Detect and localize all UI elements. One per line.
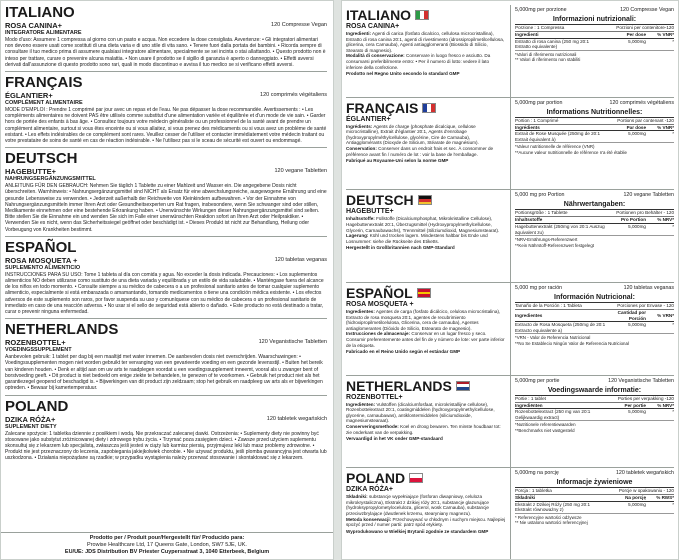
left-section-deutsch xyxy=(5,151,327,237)
ingredients-column xyxy=(346,190,511,282)
gmp-statement: Fabricado en el Reino Unido según el estándar GMP xyxy=(346,349,461,355)
nrv-cell: * xyxy=(646,409,674,421)
ingredient-text: Agentes de carga (fosfato dicálcico, celulosa microcristalina), Extracto de rosa mosqueta 20:1, agentes de recubrimiento (hidroxipropilmetilcelulosa, Glicerina, cera de carnauba), Agentes antiaglomerantes (Dióxido de Silicio, Estearato de magnesio). xyxy=(346,308,501,331)
table-row xyxy=(515,501,674,513)
amount-cell: 5,000mg xyxy=(606,223,646,235)
language-title: FRANÇAIS xyxy=(5,74,83,92)
ingredient-cell: Rozenbottelextract (250 mg van 20:1 Gelijkwaardig extract) xyxy=(515,409,606,421)
table-row xyxy=(515,409,674,421)
left-section-español xyxy=(5,240,327,319)
footnote: ** Nie ustalono wartości referencyjnej xyxy=(515,520,588,526)
ingredient-text: Przechowywać w chłodnym i suchym miejscu. Najlepiej spożyć przed / numer partii: patrz spód etykiety. xyxy=(346,516,506,528)
col-header-ingredient: Składniki xyxy=(515,495,606,501)
col-header-ingredient: Ingredientes xyxy=(515,310,606,322)
product-name: ROSA MOSQUETA + xyxy=(346,300,414,308)
language-title: NETHERLANDS xyxy=(346,377,452,394)
footnote: **Aucune valeur nutritionnelle de référence n'a été établie xyxy=(515,149,627,155)
col-header-nrv: % NRV* xyxy=(646,217,674,223)
nrv-cell: * xyxy=(646,501,674,513)
ingredient-label: Inhaltsstoffe: xyxy=(346,216,375,222)
ingredient-cell: Estratto di rosa canina (250 mg 20:1 Estratto equivalente) xyxy=(515,38,606,50)
supplement-type: VOEDINGSSUPPLEMENT xyxy=(5,347,72,354)
ingredients-column xyxy=(346,5,511,97)
footnote: *Nutritionele referentiewaarden xyxy=(515,422,576,428)
tablet-count: 120 Compresse Vegan xyxy=(620,7,674,13)
product-name: HAGEBUTTE+ xyxy=(346,208,394,216)
left-section-français xyxy=(5,75,327,148)
language-title: DEUTSCH xyxy=(5,150,78,168)
nutrition-table xyxy=(515,217,674,236)
ingredient-text: substancje wypełniające (fosforan diwapniowy, celuloza mikrokrystaliczna), Ekstrakt z dzikiej róży 20:1, substancje glazurujące (hydroksypropylometyloceluloza, glicerol, wosk Carnauba), substancje przeciwzbrylające (dwutlenek krzemu, stearyniany magnezu). xyxy=(346,494,489,517)
supplement-type: SUPLEMENTO ALIMENTICIO xyxy=(5,264,81,271)
nrv-cell: * xyxy=(646,131,674,143)
tablet-count: 120 vegane Tabletten xyxy=(623,192,674,199)
ingredients-column xyxy=(346,98,511,190)
gmp-statement: Vervaardigd in het VK onder GMP-standaard xyxy=(346,436,443,442)
tablet-count: 120 tabletas veganas xyxy=(623,284,674,291)
gmp-statement: Hergestellt in Großbritannien nach GMP-Standard xyxy=(346,245,455,251)
ingredient-text: Conserver dans un endroit frais et sec. À consommer de préférence avant fin / numéro de lot : voir la base de l'emballage. xyxy=(346,146,494,157)
right-label-panel xyxy=(341,0,679,560)
tablet-count: 120 vegane Tabletten xyxy=(274,168,327,175)
left-section-italiano xyxy=(5,5,327,72)
language-title: ESPAÑOL xyxy=(5,238,77,256)
serving-size: Porzione : 1 Compressa xyxy=(515,25,565,30)
table-row xyxy=(515,38,674,50)
usage-warnings-text: Modo d'uso: Assumere 1 compressa al giorno con un pasto e acqua. Non eccedere la dose consigliata. Avvertenze: • Gli integratori alimentari non devono essere usati come sostituti di una dieta varia e di uno stile di vita sano. • Tenere fuori dalla portata dei bambini. • Ricorda sempre di consultare il tuo medico prima di assumere qualsiasi integratore alimentare, specialmente se sei incinta o stai allattando. • Questo prodotto non è inteso per trattare, curare o prevenire alcuna malattia. • Non usare il prodotto se il sigillo di garanzia è aperto o danneggiato. • Effetti avversi derivati dall'assunzione di questo prodotto sono rari, quali in modo discontinuo e avvisa il tuo medico se si verificano effetti avversi. xyxy=(5,37,326,68)
footer-line-3: EU/UE: JDS Distribution BV Priester Cuypersstraat 3, 1040 Etterbeek, Belgium xyxy=(64,549,270,555)
footnote: * Referencyjne wartości odżywcze xyxy=(515,515,582,521)
footnote: *VRN - Valor de Referencia Nutricional xyxy=(515,335,591,341)
country-flag-icon xyxy=(415,10,429,20)
ingredient-text: Kühl und trocken lagern. Mindestens haltbar bis Ende und Losnummer: siehe die Rückseite des Etiketts. xyxy=(346,233,488,244)
col-header-ingredient: Inhaltsstoffe xyxy=(515,217,606,223)
dose-per-serving: 5,000 mg pro Portion xyxy=(515,192,565,199)
ingredient-label: Modalità di conservazione: xyxy=(346,53,405,59)
col-header-amount: Cantidad por Porción xyxy=(606,310,646,322)
usage-warnings-text: Aanbevolen gebruik: 1 tablet per dag bij een maaltijd met water innemen. De aanbevolen dosis niet overschrijden. Waarschuwingen: • Voedingssupplementen mogen niet worden gebruikt ter vervanging van een gevarieerde voeding en een gezonde levensstijl. • Buiten het bereik van kinderen houden. • Denk er altijd aan om uw arts te raadplegen voordat u een voedingssupplement inneemt, vooral als u zwanger bent of borstvoeding geeft. • Dit product is niet bedoeld om enige ziekte te behandelen, te genezen of te voorkomen. • Gebruik het product niet als het garantiezegel geopend of beschadigd is. • Bijwerkingen van dit product zijn zeldzaam; stop het gebruik en raadpleeg uw arts als er bijwerkingen optreden. • Bewaar bij kamertemperatuur. xyxy=(5,354,323,392)
tablet-count: 120 comprimés végétaliens xyxy=(260,92,327,99)
col-header-nrv: % VRN* xyxy=(646,310,674,322)
ingredient-label: Lagerung: xyxy=(346,233,369,239)
tablet-count: 120 Compresse Vegan xyxy=(271,22,327,28)
supplement-type: NAHRUNGSERGÄNZUNGSMITTEL xyxy=(5,176,96,183)
ingredient-label: Instrucciones de almacenaje: xyxy=(346,331,411,337)
nutrition-column xyxy=(511,5,674,97)
nutrition-table xyxy=(515,125,674,144)
amount-cell: 5,000mg xyxy=(606,501,646,513)
country-flag-icon xyxy=(417,288,431,298)
ingredient-text: Agenti di carica (fosfato dicalcico, cellulosa microcristallina), Estratto di rosa canina 20:1, agenti di rivestimento (idrossipropilmetilcellulosa, glicerina, cera Carnauba), Agenti antiagglomeranti (Biossido di Silicio, Stearato di magnesio). xyxy=(346,31,505,53)
amount-cell: 5,000mg xyxy=(606,322,646,334)
tablet-count: 120 tabletek wegańskich xyxy=(615,470,674,477)
ingredient-cell: Hagebuttenextrakt (250mg von 20:1 Auszug äquivalent zu) xyxy=(515,223,605,235)
servings-per-container: Porzioni per contenitore-120 xyxy=(616,25,674,30)
nutrition-table xyxy=(515,32,674,51)
amount-cell: 5,000mg xyxy=(606,409,646,421)
ingredient-text: Vulstoffen (dicalciumfosfaat, microkristallijne cellulose), Rozenbottelextract 20:1, coatingmiddelen (hydroxypropylmethylcellulose, glycerine, carnaubawas), antiklontermiddelen (siliciumdioxide, magnesiumstearaat). xyxy=(346,401,495,424)
product-name: ÉGLANTIER+ xyxy=(346,115,391,123)
amount-cell: 5,000mg xyxy=(606,131,646,143)
serving-size: Tamaño de la Porción : 1 Tableta xyxy=(515,302,582,308)
language-title: FRANÇAIS xyxy=(346,99,419,116)
ingredient-cell: Ekstrakt z Dzikiej Róży (250 mg 20:1 Ekstrakt równoważny z) xyxy=(515,501,606,513)
language-title: ESPAÑOL xyxy=(346,284,413,301)
dose-per-serving: 5,000mg par portion xyxy=(515,99,563,106)
nutrition-column xyxy=(511,98,674,190)
tablet-count: 120 Veganistische Tabletten xyxy=(608,377,674,384)
right-section-italiano xyxy=(346,5,674,98)
product-name: ROSA CANINA+ xyxy=(346,23,400,30)
nutrition-column xyxy=(511,376,674,468)
right-section-netherlands xyxy=(346,376,674,469)
footnote: **Benchmarks niet vastgesteld xyxy=(515,427,575,433)
right-section-français xyxy=(346,98,674,191)
usage-warnings-text: ANLEITUNG FÜR DEN GEBRAUCH: Nehmen Sie täglich 1 Tablette zu einer Mahlzeit und Wasser ein. Die angegebene Dosis nicht überschreiten. Warnhinweis: • Nahrungsergänzungsmittel sind NICHT als Ersatz für eine abwechslungsreiche, ausgewogene Ernährung und eine gesunde Lebensweise zu verwenden. • Jederzeit außerhalb der Reichweite von Kleinkindern aufbewahren. • Vor der Einnahme von Nahrungsergänzungsmitteln immer Ihren Arzt oder Gesundheitsexperten um Rat fragen, insbesondere, wenn Sie schwanger sind oder stillen, Medikamente einnehmen oder eine bestehende Erkrankung haben. • Unerwünschte Wirkungen dieser Nahrungsergänzungsmittel sind selten. Bitte stellen Sie die Einnahme ein und wenden Sie sich im Falle einer unerwünschten Reaktion sofort an Ihren Arzt oder Heilpraktiker. • Verwenden Sie es nicht, wenn das Sicherheitssiegel geöffnet oder beschädigt ist. • Dieses Produkt ist nicht zur Behandlung, Heilung oder Vorbeugung von Krankheiten bestimmt. xyxy=(5,183,327,233)
ingredient-label: Conserveringsmethode: xyxy=(346,424,399,429)
ingredients-column xyxy=(346,283,511,375)
country-flag-icon xyxy=(422,103,436,113)
product-name: ROZENBOTTEL+ xyxy=(5,338,66,348)
nutrition-table-title: Nährwertangaben: xyxy=(515,201,674,210)
footer-line-1: Prodotto per / Produit pour/Hergestellt für/ Producido para: xyxy=(89,535,245,541)
left-section-netherlands xyxy=(5,322,327,395)
nrv-cell: * xyxy=(646,38,674,50)
servings-per-container: Portions par contenant -120 xyxy=(617,117,674,123)
col-header-amount: Na porcję xyxy=(606,495,646,501)
product-name: ÉGLANTIER+ xyxy=(5,91,53,101)
nrv-cell: * xyxy=(646,322,674,334)
language-title: POLAND xyxy=(346,470,406,487)
footnote: *NRV-Ernährungs-Referenzwert xyxy=(515,237,578,243)
distributor-footer xyxy=(1,532,333,559)
gmp-statement: Wyprodukowano w Wielkiej Brytanii zgodnie ze standardem GMP xyxy=(346,528,489,534)
country-flag-icon xyxy=(409,473,423,483)
servings-per-container: Porciones por Envase - 120 xyxy=(617,302,674,308)
dose-per-serving: 5,000mg per portie xyxy=(515,377,560,384)
usage-warnings-text: MODE D'EMPLOI : Prendre 1 comprimé par jour avec un repas et de l'eau. Ne pas dépasser la dose recommandée. Avertissements : • Les compléments alimentaires ne doivent PAS être utilisés comme substitut d'une alimentation variée et équilibrée et d'un mode de vie sain. • Garder hors de portée des enfants à bas âge. • Consultez toujours votre médecin généraliste ou un professionnel de la santé avant de prendre un complément alimentaire, surtout si vous êtes enceinte ou si vous allaitez, si vous prenez des médicaments ou si vous avez un problème de santé existant. • Les effets indésirables de ce complément sont rares. Veuillez cesser de l'utiliser et contacter immédiatement votre médecin traitant ou votre prestataire de soins de santé en cas de réaction indésirable. • Ne l'utilisez pas si le sceau de sécurité est ouvert ou endommagé. xyxy=(5,107,327,145)
left-section-poland xyxy=(5,399,327,465)
nutrition-table-title: Informations Nutritionnelles: xyxy=(515,109,674,118)
nutrition-table-title: Información Nutricional: xyxy=(515,294,674,303)
country-flag-icon xyxy=(456,381,470,391)
footnote: **No Se Establecio Ningún Valor de Referencia Nutricional xyxy=(515,340,629,346)
language-title: POLAND xyxy=(5,397,69,415)
servings-per-container: Portionen pro Behälter - 120 xyxy=(616,210,674,216)
ingredient-label: Ingredientes: xyxy=(346,308,375,314)
col-header-amount: Par dose xyxy=(606,125,646,131)
supplement-type: COMPLÉMENT ALIMENTAIRE xyxy=(5,100,83,107)
nutrition-table xyxy=(515,403,674,422)
product-name: DZIKA RÓŻA+ xyxy=(346,486,393,494)
supplement-type: INTEGRATORE ALIMENTARE xyxy=(5,30,82,36)
tablet-count: 120 Veganistische Tabletten xyxy=(258,339,327,346)
ingredient-text: Koel en droog bewaren. Ten minste houdbaar tot: zie onderkant van de verpakking. xyxy=(346,424,501,435)
product-name: ROSA MOSQUETA + xyxy=(5,255,78,265)
gmp-statement: Prodotto nel Regno Unito secondo lo standard GMP xyxy=(346,71,460,77)
col-header-ingredient: Ingredienti xyxy=(515,32,606,38)
ingredient-text: Füllstoffe (Dicalciumphosphat, Mikrokristalline Cellulose), Hagebuttenextrakt 20:1, Überzugsmittel (Hydroxypropylmethylcellulose, Glycerin, Carnaubawachs), Trennmittel (Siliziumdioxid, Magnesiumstearat). xyxy=(346,216,500,233)
supplement-type: SUPLEMENT DIETY xyxy=(5,423,57,430)
col-header-amount: Per portie xyxy=(606,403,646,409)
dose-per-serving: 5,000mg per porzione xyxy=(515,7,567,13)
ingredient-label: Ingrediënten: xyxy=(346,401,376,407)
ingredient-label: Składniki: xyxy=(346,494,368,500)
nutrition-table-title: Voedingswaarde informatie: xyxy=(515,387,674,396)
col-header-amount: Pro Portion xyxy=(606,217,646,223)
col-header-nrv: % RWS* xyxy=(646,495,674,501)
col-header-ingredient: Ingrediënten xyxy=(515,403,606,409)
ingredient-text: Conservar en un lugar fresco y seco. Consumir preferentemente antes del fin de y número de lote: ver parte inferior de la etiqueta. xyxy=(346,331,505,348)
dose-per-serving: 5,000 mg por ración xyxy=(515,284,563,291)
gmp-statement: Fabriqué au Royaume-Uni selon la norme GMP xyxy=(346,158,449,164)
ingredient-label: Conservation: xyxy=(346,146,377,152)
language-title: DEUTSCH xyxy=(346,192,414,209)
table-row xyxy=(515,131,674,143)
col-header-nrv: % VNR* xyxy=(646,32,674,38)
col-header-amount: Per dose xyxy=(606,32,646,38)
tablet-count: 120 comprimés végétaliens xyxy=(609,99,674,106)
col-header-nrv: % VNR* xyxy=(646,125,674,131)
language-title: ITALIANO xyxy=(346,7,412,23)
servings-per-container: Porties per verpakking -120 xyxy=(617,395,674,401)
tablet-count: 120 tabletek wegańskich xyxy=(266,415,327,422)
footer-line-2: Prowise Healthcare Ltd, 17 Queens Gate, London, SW7 5JE, UK. xyxy=(87,542,247,548)
ingredient-label: Metoda konserwacji: xyxy=(346,516,392,522)
nutrition-column xyxy=(511,190,674,282)
usage-warnings-text: Zalecane spożycie: 1 tabletka dziennie z posiłkiem i wodą. Nie przekraczać zalecanej dawki. Ostrzeżenia: • Suplementy diety nie powinny być stosowane jako substytut zróżnicowanej diety i zdrowego trybu życia. • Trzymać poza zasięgiem dzieci. • Zawsze przed użyciem suplementu skonsultuj się z lekarzem lub specjalistą, zwłaszcza jeśli jesteś w ciąży lub karmisz piersią, przyjmujesz leki lub masz problemy zdrowotne. • Produkt nie jest przeznaczony do leczenia, zapobiegania jakiejkolwiek chorobie. • Nie używać produktu, jeśli plomba gwarancyjna jest otwarta lub uszkodzona. • Działania niepożądane są rzadkie; w przypadku wystąpienia należy przerwać stosowanie i skontaktować się z lekarzem. xyxy=(5,430,327,462)
product-name: ROSA CANINA+ xyxy=(5,21,63,30)
language-title: NETHERLANDS xyxy=(5,321,119,339)
ingredient-text: Conservare in luogo fresco e asciutto. Da consumarsi preferibilmente entro: • Per il numero di lotto: vedere il lato inferiore della confezione. xyxy=(346,53,491,70)
ingredient-label: Ingredienti: xyxy=(346,31,372,36)
ingredients-column xyxy=(346,468,511,560)
product-name: DZIKA RÓŻA+ xyxy=(5,414,56,424)
footnote: **Kein Nährstoff-Referenzwert festgelegt xyxy=(515,242,594,248)
nrv-cell: * xyxy=(646,223,674,235)
footnote: *Valori di riferimento nutrizionali xyxy=(515,51,577,57)
ingredient-text: Agents de charge (phosphate dicalcique, cellulose microcristalline), Extrait d'églantier 20:1, Agents d'enrobage (hydroxypropylméthylcellulose, glycérine, Cire de Carnauba), Antiagglomérants (Dioxyde de Silicium, Stéarate de magnésium). xyxy=(346,123,479,146)
footnote: ** Valori di riferimento non stabiliti xyxy=(515,57,581,63)
ingredients-column xyxy=(346,376,511,468)
col-header-ingredient: Ingrédients xyxy=(515,125,606,131)
serving-size: Portion : 1 Comprimé xyxy=(515,117,559,123)
table-row xyxy=(515,223,674,235)
col-header-nrv: % NRV* xyxy=(646,403,674,409)
tablet-count: 120 tabletas veganas xyxy=(274,256,327,263)
nutrition-table-title: Informacje żywieniowe xyxy=(515,479,674,488)
ingredient-cell: Extrait de Rose Musquée (250mg de 20:1 Extrait équivalent à) xyxy=(515,131,606,143)
serving-size: Portie : 1 tablet xyxy=(515,395,546,401)
country-flag-icon xyxy=(418,195,432,205)
usage-warnings-text: INSTRUCCIONES PARA SU USO: Tome 1 tableta al día con comida y agua. No exceder la dosis indicada. Precauciones: • Los suplementos alimenticios NO deben utilizarse como sustituto de una dieta variada y equilibrada y un estilo de vida saludable. • Manténgase fuera del alcance de los niños en todo momento. • Consulte siempre a su médico de cabecera o a un profesional sanitario antes de tomar cualquier suplemento alimenticio, especialmente si está embarazada o amamantando, tomando medicamentos o tiene una condición médica existente. • Los efectos adversos de este suplemento son raros, por favor suspenda su uso y comuníquese con su médico de cabecera o un profesional sanitario de inmediato en caso de una reacción adversa. • No usar si el sello de seguridad está abierto o dañado. • Este producto no está destinado a tratar, curar o prevenir ninguna enfermedad. xyxy=(5,271,324,316)
ingredient-label: Ingrédients: xyxy=(346,123,373,129)
footnote: *Valeur nutritionnelle de référence (VNR) xyxy=(515,144,595,150)
product-name: ROZENBOTTEL+ xyxy=(346,393,403,401)
nutrition-table xyxy=(515,310,674,334)
dose-per-serving: 5,000mg na porcję xyxy=(515,470,559,477)
amount-cell: 5,000mg xyxy=(606,38,646,50)
table-row xyxy=(515,322,674,334)
right-section-deutsch xyxy=(346,190,674,283)
servings-per-container: Porcje w opakowaniu - 120 xyxy=(618,488,674,494)
nutrition-table xyxy=(515,495,674,514)
serving-size: Portionsgröße : 1 Tablette xyxy=(515,210,568,216)
nutrition-column xyxy=(511,468,674,560)
nutrition-column xyxy=(511,283,674,375)
left-label-panel xyxy=(0,0,334,560)
language-title: ITALIANO xyxy=(5,4,75,21)
right-section-español xyxy=(346,283,674,376)
nutrition-table-title: Informazioni nutrizionali: xyxy=(515,16,674,25)
product-name: HAGEBUTTE+ xyxy=(5,167,57,177)
serving-size: Porcja : 1 tabletka xyxy=(515,488,552,494)
ingredient-cell: Extracto de Rosa Mosqueta (250mg de 20:1 Extracto equivalente a) xyxy=(515,322,606,333)
right-section-poland xyxy=(346,468,674,560)
